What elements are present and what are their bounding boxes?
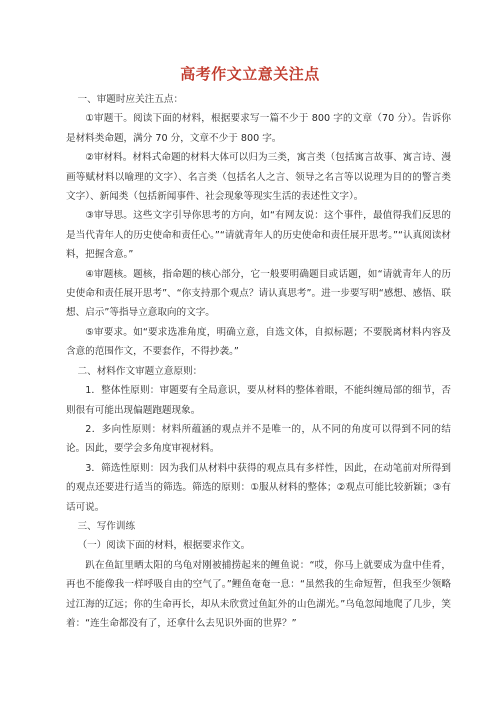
- document-body: [66, 90, 451, 633]
- document-title: 高考作文立意关注点: [180, 65, 320, 83]
- section-heading-3: 三、写作训练: [77, 520, 136, 532]
- subsection-heading: （一）阅读下面的材料，根据要求作文。: [77, 540, 251, 552]
- paragraph-7: 2．多向性原则：材料所蕴涵的观点并不是唯一的，从不同的角度可以得到不同的结论。因此，要学会多角度审视材料。: [66, 423, 451, 455]
- paragraph-5: ⑤审要求。如“要求选准角度，明确立意，自选文体，自拟标题；不要脱离材料内容及含意的范围作文，不要套作，不得抄袭。”: [66, 326, 451, 358]
- paragraph-9: 趴在鱼缸里晒太阳的乌龟对刚被捕捞起来的鲤鱼说：“哎，你马上就要成为盘中佳肴，再也不能像我一样呼吸自由的空气了。”鲤鱼奄奄一息：“虽然我的生命短暂，但我至少领略过江海的辽远；你的生命再长，却从未欣赏过鱼缸外的山色湖光。”乌龟忽闻地爬了几步，笑着：“连生命都没有了，还拿什么去见识外面的世界？”: [66, 559, 451, 629]
- paragraph-3: ③审导思。这些文字引导你思考的方向，如“有网友说：这个事件，最值得我们反思的是当代青年人的历史使命和责任心。”“请就青年人的历史使命和责任展开思考。”“认真阅读材料，把握含意。”: [66, 210, 451, 261]
- paragraph-1: ①审题干。阅读下面的材料，根据要求写一篇不少于 800 字的文章（70 分）。告诉你是材料类命题，满分 70 分，文章不少于 800 字。: [66, 113, 451, 144]
- paragraph-8: 3．筛选性原则：因为我们从材料中获得的观点具有多样性，因此，在动笔前对所得到的观点还要进行适当的筛选。筛选的原则：①服从材料的整体；②观点可能比较新颖；③有话可说。: [66, 462, 451, 513]
- section-heading-1: 一、审题时应关注五点：: [77, 94, 184, 105]
- paragraph-4: ④审题核。题核，指命题的核心部分，它一般要明确题目或话题，如“请就青年人的历史使命和责任展开思考”、“你支持那个观点？请认真思考”。进一步要写明“感想、感悟、联想、启示”等指导立意取向的文字。: [66, 268, 451, 319]
- paragraph-6: 1．整体性原则：审题要有全局意识，要从材料的整体着眼，不能纠缠局部的细节，否则很有可能出现偏题跑题现象。: [66, 385, 451, 416]
- paragraph-2: ②审材料。材料式命题的材料大体可以归为三类，寓言类（包括寓言故事、寓言诗、漫画等赋材料以喻理的文字）、名言类（包括名人之言、领导之名言等以说理为目的的警言类文字）、新闻类（包括新闻事件、社会现象等现实生活的表述性文字）。: [66, 152, 451, 203]
- section-heading-2: 二、材料作文审题立意原则：: [77, 365, 203, 377]
